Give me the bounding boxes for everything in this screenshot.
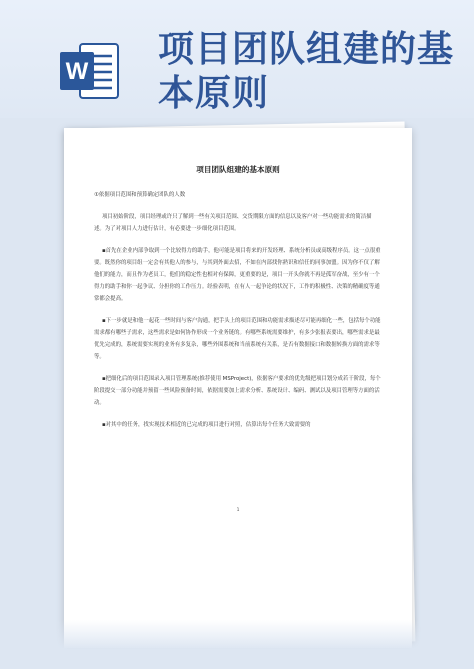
- page-number: 1: [236, 508, 240, 513]
- document-page: [64, 128, 412, 648]
- document-paragraph: ▪对其中的任务，找实现技术相近的已完成的项目进行对照，估算出每个任务大致需要的: [102, 422, 311, 428]
- document-paragraph: 项目初始阶段，项目经理或许只了解到一些有关项目范围、交货期限方面的信息以及客户对一些功能需求的简洁描述。为了对项目人力进行估计，有必要进一步细化项目范围。: [94, 214, 372, 232]
- header-banner: [0, 0, 474, 118]
- document-heading: 项目团队组建的基本原则: [196, 165, 280, 174]
- document-paragraph: ①依据项目范围和预算确定团队的人数: [94, 192, 186, 198]
- banner-title: 项目团队组建的基本原则: [158, 29, 455, 114]
- logo-letter: W: [65, 58, 89, 85]
- document-paragraph: ▪把细化后的项目范围录入项目管理系统(推荐使用 MSProject)，依据客户要求的优先级把项目划分成若干阶段，每个阶段提交一部分功能并预留一些风险预备时间，依据需要加上需求分析、系统设计、编码、测试以及项目管理等方面的活动。: [94, 376, 381, 406]
- bottom-fade: [0, 620, 474, 669]
- document-paragraph: ▪下一步就是和他一起花一些时间与客户沟通，把手头上的项目范围和功能需求描述尽可能再细化一些，包括每个功能需求都有哪些子需求，这些需求是如何协作形成一个业务链的。有哪些系统需要维护，有多少张报表要出，哪些需求是最优先完成的，系统需要实现的业务有多复杂，哪些外围系统和当前系统有关系，是否有数据接口和数据转换方面的需求等等。: [94, 318, 381, 360]
- document-paragraph: ▪首先在企业内部争取到一个比较得力的助手，他可能是项目将来的开发经理、系统分析员或高级程序员。这一点很重要。既然你的项目组一定会有其他人的参与，与其到外面去招，不如在内部找你熟识和信任的同事加盟。因为你不仅了解他们的能力，而且作为老员工，他们的稳定性也相对有保障，更重要的是，项目一开头你就不再是孤军奋战，至少有一个得力的助手和你一起争议、分担你的工作压力。经验表明，在有人一起争论的状况下，工作的积极性、决策的精确度等通常都会提高。: [94, 248, 381, 302]
- word-document-icon: [58, 40, 120, 102]
